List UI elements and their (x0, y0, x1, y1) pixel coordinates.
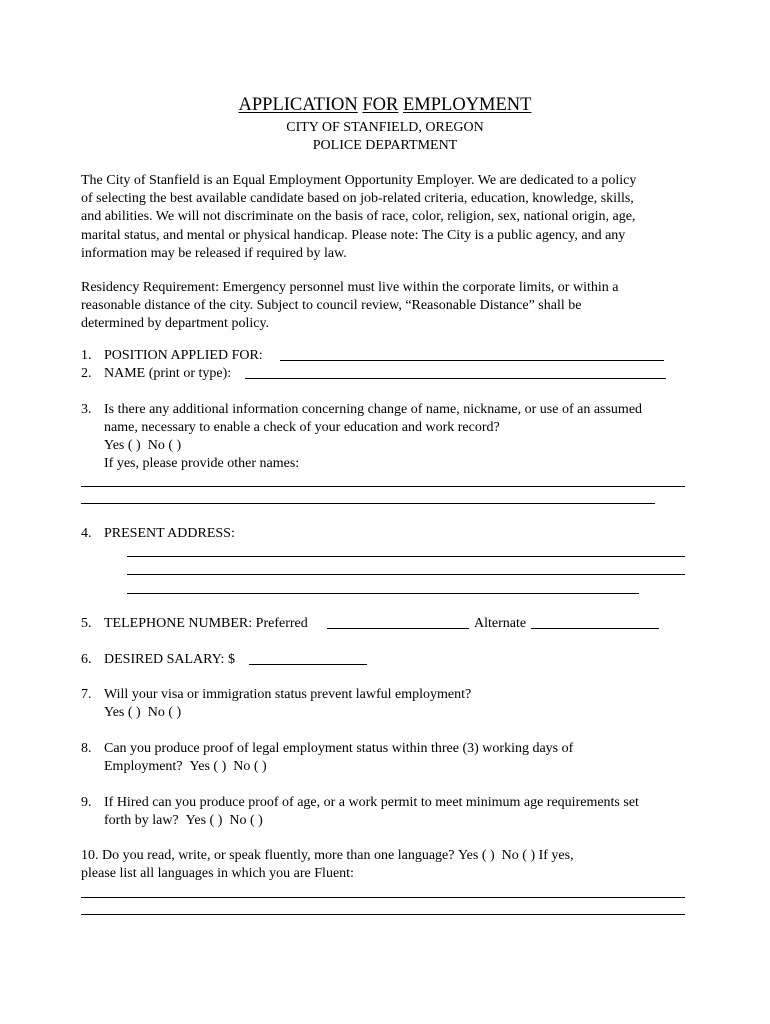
q9-line2-prefix: forth by law? (104, 813, 179, 828)
q6-label: DESIRED SALARY: $ (104, 652, 235, 667)
q7-number: 7. (81, 687, 92, 702)
eeo-line: and abilities. We will not discriminate on the basis of race, color, religion, sex, national origin, age, (81, 209, 636, 225)
q9-line2 (104, 812, 263, 829)
q1-number: 1. (81, 348, 92, 363)
q8-no-checkbox[interactable]: No ( ) (233, 759, 267, 774)
residency-line: reasonable distance of the city. Subject to council review, “Reasonable Distance” shall be (81, 298, 582, 314)
q2-label: NAME (print or type): (104, 366, 232, 381)
eeo-line: marital status, and mental or physical handicap. Please note: The City is a public agency, and any (81, 227, 626, 243)
q9-line1: If Hired can you produce proof of age, or a work permit to meet minimum age requirements set (104, 795, 639, 810)
desired-salary-field[interactable] (249, 664, 367, 665)
q7-choices (104, 704, 181, 721)
q9-number: 9. (81, 795, 92, 810)
q10-if-yes: If yes, (538, 848, 574, 863)
q5-number: 5. (81, 616, 92, 631)
eeo-line: information may be released if required by law. (81, 245, 347, 261)
q5-label: TELEPHONE NUMBER: Preferred (104, 616, 308, 631)
q4-label: PRESENT ADDRESS: (104, 526, 235, 541)
residency-line: Residency Requirement: Emergency personnel must live within the corporate limits, or within a (81, 280, 619, 295)
q3-followup: If yes, please provide other names: (104, 456, 300, 471)
alternate-phone-field[interactable] (531, 628, 659, 629)
q3-line1: Is there any additional information concerning change of name, nickname, or use of an assumed (104, 402, 643, 417)
eeo-statement (81, 172, 691, 263)
q10-number: 10. (81, 848, 99, 863)
q8-line2-prefix: Employment? (104, 759, 183, 774)
q2-number: 2. (81, 366, 92, 381)
department-name: POLICE DEPARTMENT (312, 138, 458, 153)
q3-number: 3. (81, 402, 92, 417)
q8-yes-checkbox[interactable]: Yes ( ) (189, 759, 227, 774)
eeo-line: of selecting the best available candidate based on job-related criteria, education, knowledge, skills, (81, 191, 634, 207)
address-field[interactable] (127, 556, 685, 557)
residency-line: determined by department policy. (81, 316, 270, 332)
q1-label: POSITION APPLIED FOR: (104, 348, 263, 363)
q5-alternate-label: Alternate (474, 616, 527, 631)
form-title (0, 94, 770, 116)
name-field[interactable] (245, 378, 666, 379)
residency-requirement (81, 279, 691, 334)
q7-no-checkbox[interactable]: No ( ) (147, 705, 182, 720)
q8-number: 8. (81, 741, 92, 756)
q3-yes-checkbox[interactable]: Yes ( ) (104, 438, 141, 453)
other-names-field[interactable] (81, 486, 685, 487)
preferred-phone-field[interactable] (327, 628, 469, 629)
q3-line2: name, necessary to enable a check of your education and work record? (104, 420, 500, 435)
q4-number: 4. (81, 526, 92, 541)
position-applied-field[interactable] (280, 360, 664, 361)
q7-line1: Will your visa or immigration status prevent lawful employment? (104, 687, 472, 702)
q7-yes-checkbox[interactable]: Yes ( ) (104, 705, 141, 720)
title-word-application: APPLICATION (238, 95, 358, 115)
q9-yes-checkbox[interactable]: Yes ( ) (185, 813, 223, 828)
languages-field[interactable] (81, 914, 685, 915)
eeo-line: The City of Stanfield is an Equal Employment Opportunity Employer. We are dedicated to a policy (81, 173, 637, 188)
q10-line1 (81, 847, 574, 864)
other-names-field[interactable] (81, 503, 655, 504)
q10-yes-checkbox[interactable]: Yes ( ) (457, 848, 495, 863)
q9-no-checkbox[interactable]: No ( ) (229, 813, 263, 828)
languages-field[interactable] (81, 897, 685, 898)
q8-line2 (104, 758, 267, 775)
address-field[interactable] (127, 593, 639, 594)
q3-choices (104, 437, 181, 454)
title-word-for: FOR (362, 95, 399, 115)
title-word-employment: EMPLOYMENT (403, 95, 532, 115)
address-field[interactable] (127, 574, 685, 575)
q10-line2: please list all languages in which you are Fluent: (81, 866, 354, 881)
q3-no-checkbox[interactable]: No ( ) (147, 438, 182, 453)
q6-number: 6. (81, 652, 92, 667)
q10-question: Do you read, write, or speak fluently, more than one language? (102, 848, 455, 863)
q10-no-checkbox[interactable]: No ( ) (501, 848, 536, 863)
city-name: CITY OF STANFIELD, OREGON (286, 120, 484, 135)
q8-line1: Can you produce proof of legal employment status within three (3) working days of (104, 741, 574, 756)
